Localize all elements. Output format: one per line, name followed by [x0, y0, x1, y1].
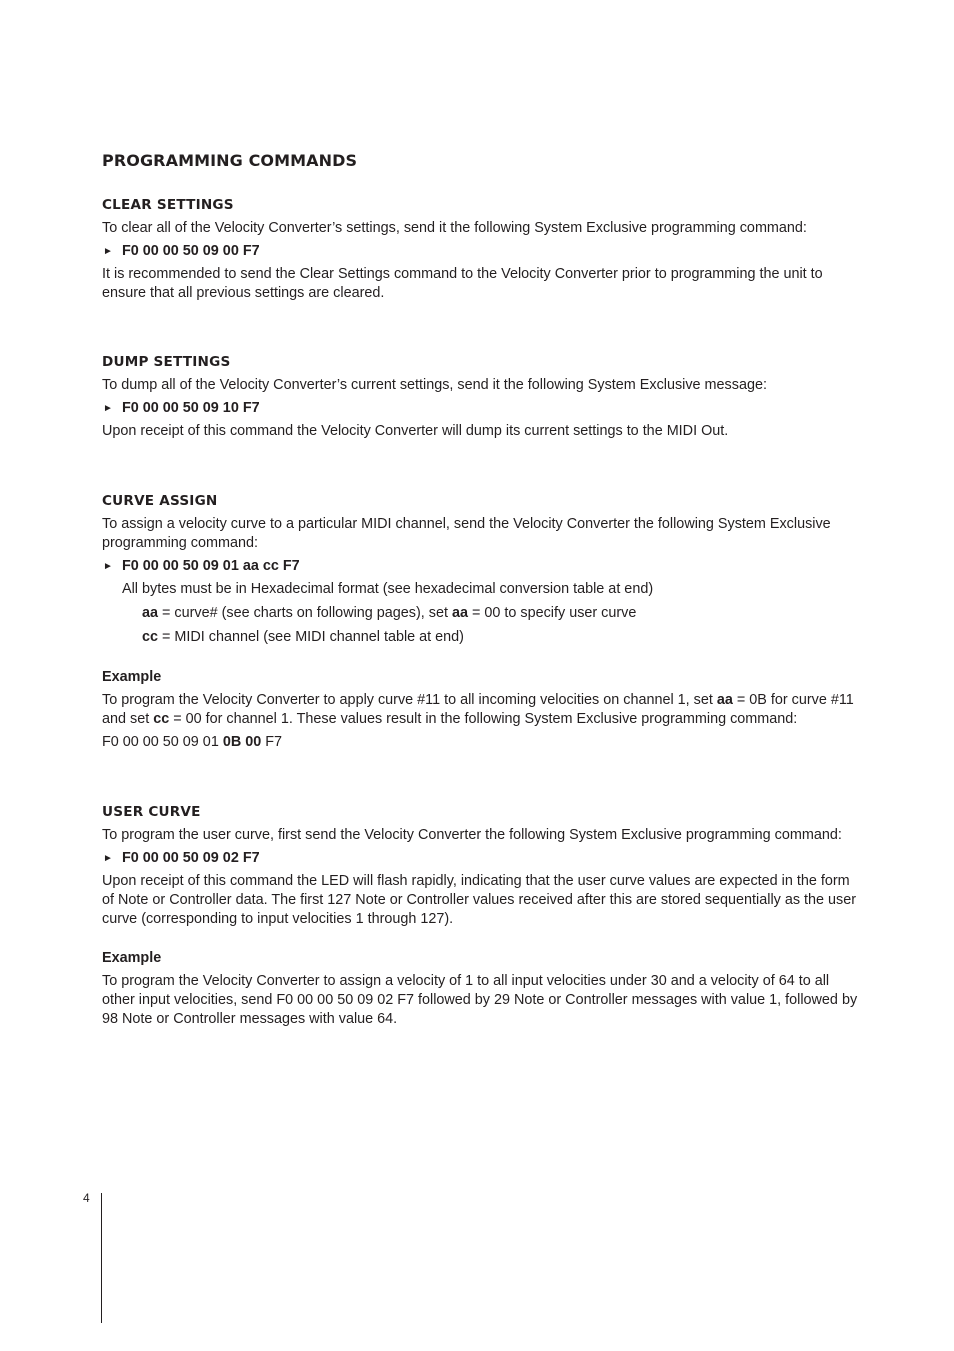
dump-settings-section: [102, 353, 862, 441]
example-cmd-bold: 0B 00: [222, 734, 262, 750]
clear-settings-heading: CLEAR SETTINGS: [102, 197, 234, 213]
curve-assign-command-text: F0 00 00 50 09 01 aa cc F7: [122, 558, 300, 574]
triangle-bullet-icon: ►: [103, 853, 113, 864]
user-curve-example-heading: Example: [102, 950, 162, 966]
curve-assign-command: [102, 557, 862, 576]
user-curve-command: [102, 849, 862, 868]
curve-assign-example-command: [102, 733, 862, 752]
example-cc: cc: [153, 711, 170, 727]
example-cmd-suffix: F7: [261, 734, 283, 750]
triangle-bullet-icon: ►: [103, 561, 113, 572]
clear-settings-intro: To clear all of the Velocity Converter’s settings, send it the following System Exclusive programming command:: [102, 220, 807, 236]
clear-settings-section: [102, 196, 862, 303]
triangle-bullet-icon: ►: [103, 246, 113, 257]
dump-settings-command-text: F0 00 00 50 09 10 F7: [122, 400, 260, 416]
curve-assign-intro: To assign a velocity curve to a particular MIDI channel, send the Velocity Converter the following System Exclusive programming command:: [102, 516, 831, 551]
spacer: [102, 933, 862, 949]
triangle-bullet-icon: ►: [103, 403, 113, 414]
aa-description: = curve# (see charts on following pages), set: [158, 605, 452, 621]
example-text-part-2: = 0B for curve #11 and set: [102, 692, 854, 727]
page-title: PROGRAMMING COMMANDS: [102, 151, 358, 170]
page-content: [102, 150, 862, 1081]
user-curve-heading: USER CURVE: [102, 804, 201, 820]
clear-settings-note: It is recommended to send the Clear Settings command to the Velocity Converter prior to programming the unit to ensure that all previous settings are cleared.: [102, 266, 823, 301]
cc-description: = MIDI channel (see MIDI channel table at end): [158, 629, 464, 645]
user-curve-command-text: F0 00 00 50 09 02 F7: [122, 850, 260, 866]
user-curve-note: Upon receipt of this command the LED will flash rapidly, indicating that the user curve values are expected in the form of Note or Controller data. The first 127 Note or Controller values received after this are stored sequentially as the user curve (corresponding to input velocities 1 through 127).: [102, 873, 857, 927]
curve-assign-example-heading: Example: [102, 669, 162, 685]
curve-assign-aa-line: [102, 604, 862, 623]
example-cmd-prefix: F0 00 00 50 09 01: [102, 734, 223, 750]
clear-settings-command-text: F0 00 00 50 09 00 F7: [122, 243, 260, 259]
curve-assign-cc-line: [102, 628, 862, 647]
page-number: 4: [83, 1191, 90, 1205]
spacer: [102, 652, 862, 668]
curve-assign-heading: CURVE ASSIGN: [102, 493, 218, 509]
curve-assign-example-text: [102, 691, 862, 729]
dump-settings-note: Upon receipt of this command the Velocity Converter will dump its current settings to the MIDI Out.: [102, 423, 729, 439]
user-curve-section: [102, 803, 862, 1029]
example-aa: aa: [716, 692, 733, 708]
clear-settings-command: [102, 242, 862, 261]
cc-param: cc: [142, 629, 159, 645]
user-curve-example-text: To program the Velocity Converter to assign a velocity of 1 to all input velocities under 30 and a velocity of 64 to all other input velocities, send F0 00 00 50 09 02 F7 followed by 29 Note or Controller messages with value 1, followed by 98 Note or Controller messages with value 64.: [102, 973, 858, 1027]
dump-settings-intro: To dump all of the Velocity Converter’s current settings, send it the following System Exclusive message:: [102, 377, 767, 393]
aa-description-2: = 00 to specify user curve: [468, 605, 637, 621]
margin-rule: [101, 1193, 102, 1323]
aa-param-2: aa: [451, 605, 468, 621]
example-text-part-1: To program the Velocity Converter to apply curve #11 to all incoming velocities on channel 1, set: [102, 692, 717, 708]
dump-settings-command: [102, 399, 862, 418]
curve-assign-section: [102, 492, 862, 752]
aa-param: aa: [142, 605, 159, 621]
example-text-part-3: = 00 for channel 1. These values result in the following System Exclusive programming command:: [169, 711, 798, 727]
user-curve-intro: To program the user curve, first send the Velocity Converter the following System Exclusive programming command:: [102, 827, 842, 843]
curve-assign-format-note: All bytes must be in Hexadecimal format (see hexadecimal conversion table at end): [122, 581, 654, 597]
dump-settings-heading: DUMP SETTINGS: [102, 354, 231, 370]
